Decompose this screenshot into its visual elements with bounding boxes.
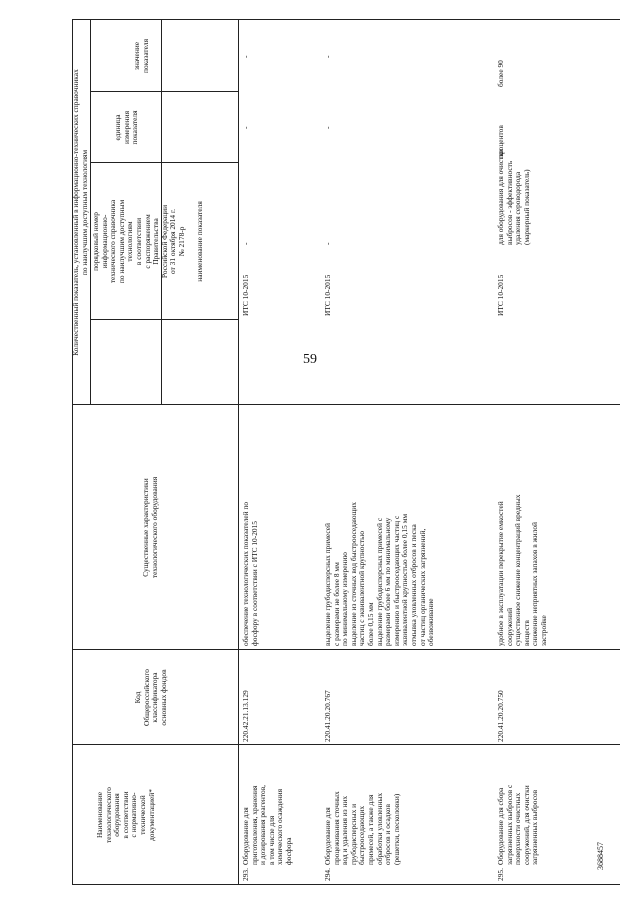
- row-295-number: 295.: [496, 868, 505, 881]
- row-295-indicator-name: для оборудования для очистки выбросов - эффективность удаления сероводорода (маркерный показатель): [496, 149, 531, 245]
- page-number: 59: [303, 352, 317, 367]
- table-border-right: [72, 19, 620, 20]
- col-divider-3: [72, 404, 620, 405]
- row-294-name: Оборудование для процеживания сточных вод и удаления из них грубодисперсных и быстрооседающих примесей, а также для обработки уловленных отбросов и осадков (решетки, песколовки): [323, 791, 401, 865]
- footer-code: 3688457: [596, 842, 605, 870]
- header-characteristics: Существенные характеристики технологического оборудования: [141, 476, 159, 579]
- row-294-value: -: [323, 55, 332, 58]
- col-divider-1: [72, 744, 620, 745]
- row-294-characteristics: выделение грубодисперсных примесей с размерами не более 8 мм по минимальному измерению выделение из сточных вод быстрооседающих частиц с эквивалентной крупностью более 0,15 мм выделение грубодисперсных примесей с размерами более 6 мм по минимальному измерению и быстрооседающих частиц с эквивалентной крупностью более 0,15 мм отмывка уловленных отбросов и песка от частиц органических загрязнений, обезвоживание: [323, 502, 436, 646]
- header-indicator-name: наименование показателя: [195, 201, 204, 282]
- col-divider-2: [72, 649, 620, 650]
- col-divider-6: [90, 91, 238, 92]
- row-293-unit: -: [241, 126, 250, 129]
- row-294-code: 220.41.20.20.767: [323, 690, 332, 742]
- header-code: Код Общероссийского классификатора основных фондов: [133, 669, 168, 726]
- row-295-reference: ИТС 10-2015: [496, 274, 505, 316]
- row-295-name: Оборудование для сбора загрязненных выбросов с поверхности очистных сооружений, для очистки загрязненных выбросов: [496, 784, 540, 865]
- header-unit: единица измерения показателя: [113, 110, 140, 145]
- row-293-reference: ИТС 10-2015: [241, 274, 250, 316]
- header-reference: порядковый номер информационно- технического справочника по наилучшим доступным технологиям в соответствии с распоряжением Правительства Российской Федерации от 31 октября 2014 г. № 2178-р: [91, 199, 186, 284]
- row-295-value: более 90: [496, 60, 505, 87]
- table-border-left: [72, 884, 620, 885]
- row-293-value: -: [241, 55, 250, 58]
- row-295-characteristics: удобное в эксплуатации перекрытие емкостей сооружений существенное снижение концентраций вредных веществ снижение неприятных запахов в жилой застройке: [496, 494, 548, 646]
- row-295-code: 220.41.20.20.750: [496, 690, 505, 742]
- header-group: Количественный показатель, установленный в информационно-технических справочниках по наилучшим доступным технологиям: [71, 69, 89, 356]
- row-293-code: 220.42.21.13.129: [241, 690, 250, 742]
- row-293-characteristics: обеспечение технологических показателей по фосфору в соответствии с ИТС 10-2015: [241, 501, 259, 646]
- row-294-indicator-name: -: [323, 242, 332, 245]
- row-294-number: 294.: [323, 868, 332, 881]
- header-name: Наименование технологического оборудования в соответствии с нормативно- технической документацией*: [95, 787, 156, 843]
- row-293-number: 293.: [241, 868, 250, 881]
- row-294-unit: -: [323, 126, 332, 129]
- row-293-indicator-name: -: [241, 242, 250, 245]
- row-294-reference: ИТС 10-2015: [323, 274, 332, 316]
- col-divider-5: [90, 162, 238, 163]
- header-bottom-border: [238, 20, 239, 885]
- header-value: значение показателя: [132, 39, 150, 74]
- col-divider-4: [90, 319, 238, 320]
- row-293-name: Оборудование для приготовления, хранения и дозирования реагентов, в том числе для химического осаждения фосфора: [241, 784, 293, 865]
- row-295-unit: процентов: [496, 125, 505, 158]
